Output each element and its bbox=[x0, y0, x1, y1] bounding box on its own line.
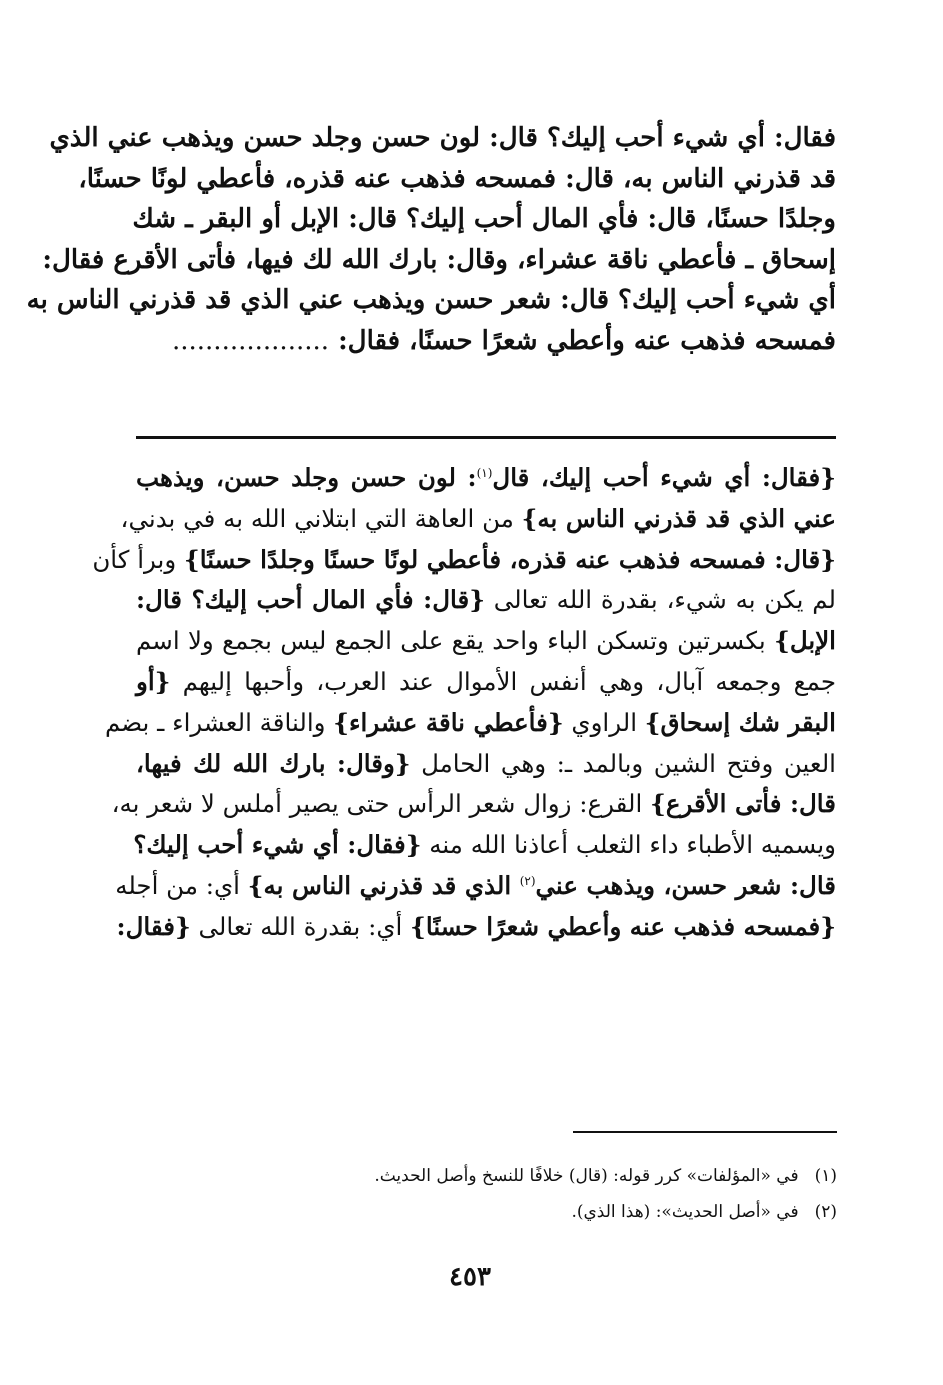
commentary-line bbox=[115, 866, 836, 907]
footnote-number: (١) bbox=[814, 1166, 837, 1186]
hadith-separator-rule bbox=[136, 436, 836, 439]
matn-quote: قال: شعر حسن، ويذهب عني bbox=[535, 870, 836, 900]
hadith-line: قد قذرني الناس به، قال: فمسحه فذهب عنه قذره، فأعطي لونًا حسنًا، bbox=[78, 163, 836, 194]
sharh-text: جمع وجمعه آبال، وهي أنفس الأموال عند العرب، وأحبها إليهم bbox=[170, 666, 836, 696]
sharh-text: أي: من أجله bbox=[115, 870, 248, 900]
matn-quote: {قال: فمسحه فذهب عنه قذره، فأعطي لونًا حسنًا وجلدًا حسنًا} bbox=[183, 544, 836, 574]
sharh-text: العين وفتح الشين وبالمد ـ: وهي الحامل bbox=[410, 748, 836, 778]
sharh-text: أي: بقدرة الله تعالى bbox=[190, 911, 411, 941]
matn-quote: الذي قد قذرني الناس به} bbox=[247, 870, 520, 900]
sharh-text: القرع: زوال شعر الرأس حتى يصير أملس لا شعر به، bbox=[111, 789, 651, 819]
footnote-text: في «المؤلفات» كرر قوله: (قال) خلافًا للنسخ وأصل الحديث. bbox=[374, 1166, 799, 1186]
footnotes-block bbox=[300, 1158, 837, 1230]
matn-quote: {وقال: بارك الله لك فيها، bbox=[136, 748, 411, 778]
commentary-line bbox=[136, 458, 836, 499]
hadith-line: إسحاق ـ فأعطي ناقة عشراء، وقال: بارك الله لك فيها، فأتى الأقرع فقال: bbox=[42, 244, 836, 275]
commentary-line bbox=[136, 744, 836, 785]
commentary-line bbox=[133, 825, 836, 866]
matn-quote: {فقال: أي شيء أحب إليك، قال bbox=[492, 463, 837, 492]
hadith-line: فقال: أي شيء أحب إليك؟ قال: لون حسن وجلد حسن ويذهب عني الذي bbox=[49, 123, 836, 153]
footnote-2 bbox=[300, 1194, 837, 1230]
commentary-block bbox=[92, 458, 837, 948]
matn-quote: البقر شك إسحاق} bbox=[644, 707, 836, 737]
matn-quote: {فمسحه فذهب عنه وأعطي شعرًا حسنًا} bbox=[410, 911, 836, 941]
commentary-line bbox=[120, 499, 836, 540]
commentary-line bbox=[136, 621, 836, 662]
footnote-separator-rule bbox=[573, 1131, 837, 1133]
matn-quote: : لون حسن وجلد حسن، ويذهب bbox=[136, 463, 477, 492]
commentary-line bbox=[111, 784, 836, 825]
footnote-text: في «أصل الحديث»: (هذا الذي). bbox=[571, 1202, 799, 1222]
matn-quote: {فقال: bbox=[116, 911, 191, 941]
matn-quote: {فأعطي ناقة عشراء} bbox=[333, 707, 564, 737]
matn-quote: {فقال: أي شيء أحب إليك؟ bbox=[133, 830, 422, 860]
commentary-line bbox=[92, 540, 836, 581]
matn-quote: الإبل} bbox=[774, 626, 836, 656]
hadith-trailing-dots: ................... bbox=[171, 325, 330, 356]
matn-quote: قال: فأتى الأقرع} bbox=[650, 789, 836, 819]
page-number: ٤٥٣ bbox=[449, 1262, 491, 1292]
matn-quote: عني الذي قد قذرني الناس به} bbox=[521, 503, 836, 533]
hadith-line: وجلدًا حسنًا، قال: فأي المال أحب إليك؟ قال: الإبل أو البقر ـ شك bbox=[132, 204, 836, 234]
commentary-line bbox=[136, 580, 836, 621]
sharh-text: من العاهة التي ابتلاني الله به في بدني، bbox=[120, 503, 522, 533]
hadith-line-text: فمسحه فذهب عنه وأعطي شعرًا حسنًا، فقال: bbox=[338, 325, 836, 356]
sharh-text: ويسميه الأطباء داء الثعلب أعاذنا الله منه bbox=[421, 830, 836, 860]
sharh-text: بكسرتين وتسكن الباء واحد يقع على الجمع ليس بجمع ولا اسم bbox=[136, 626, 775, 656]
hadith-line: أي شيء أحب إليك؟ قال: شعر حسن ويذهب عني الذي قد قذرني الناس به bbox=[26, 285, 836, 315]
hadith-line-last bbox=[136, 321, 836, 362]
footnote-ref-2[interactable]: (٢) bbox=[519, 873, 536, 888]
sharh-text: الراوي bbox=[563, 707, 645, 737]
footnote-number: (٢) bbox=[814, 1202, 837, 1222]
commentary-line bbox=[136, 662, 836, 703]
sharh-text: وبرأ كأن bbox=[92, 544, 184, 574]
sharh-text: لم يكن به شيء، بقدرة الله تعالى bbox=[484, 585, 836, 615]
commentary-line bbox=[116, 907, 836, 948]
commentary-line bbox=[104, 703, 836, 744]
sharh-text: والناقة العشراء ـ بضم bbox=[104, 707, 334, 737]
footnote-1 bbox=[300, 1158, 837, 1194]
footnote-ref-1[interactable]: (١) bbox=[476, 465, 493, 480]
matn-quote: {أو bbox=[136, 666, 171, 696]
matn-quote: {قال: فأي المال أحب إليك؟ قال: bbox=[136, 585, 485, 615]
hadith-text-block bbox=[26, 118, 836, 361]
